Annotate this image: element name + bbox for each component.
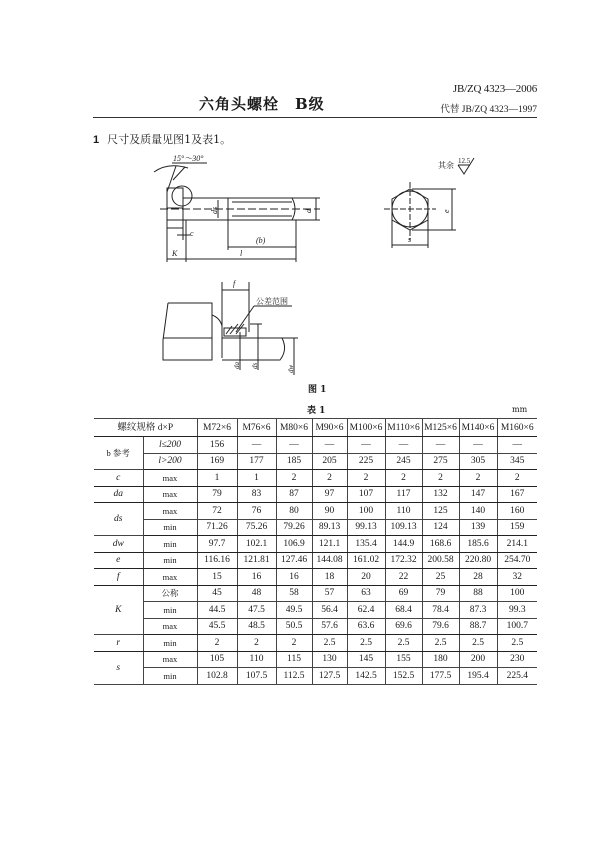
table-row <box>94 618 537 635</box>
cell: 161.02 <box>347 552 385 569</box>
roughness-label: 其余 <box>438 161 454 170</box>
table-row <box>94 651 537 668</box>
cell: 100 <box>347 503 385 520</box>
table-row <box>94 569 537 586</box>
cell: 90 <box>312 503 347 520</box>
cell: 79 <box>422 585 459 602</box>
row-sub: max <box>143 569 197 586</box>
table-row <box>94 470 537 487</box>
cell: 2 <box>385 470 422 487</box>
cell: 89.13 <box>312 519 347 536</box>
cell: 45 <box>197 585 237 602</box>
dimensions-table <box>94 418 537 685</box>
svg-text:e: e <box>442 209 451 213</box>
cell: 2 <box>422 470 459 487</box>
header-label: 螺纹规格 d×P <box>94 419 197 437</box>
row-symbol: f <box>94 569 143 586</box>
cell: — <box>237 437 276 454</box>
column-header: M80×6 <box>276 419 312 437</box>
row-symbol: K <box>94 585 143 635</box>
row-symbol: e <box>94 552 143 569</box>
cell: 214.1 <box>497 536 537 553</box>
cell: 45.5 <box>197 618 237 635</box>
cell: 2 <box>276 470 312 487</box>
cell: 105 <box>197 651 237 668</box>
figure-caption: 图 1 <box>308 385 327 395</box>
underhead-detail-drawing <box>140 270 340 380</box>
column-header: M76×6 <box>237 419 276 437</box>
cell: 75.26 <box>237 519 276 536</box>
cell: 135.4 <box>347 536 385 553</box>
cell: 87.3 <box>459 602 497 619</box>
row-symbol: ds <box>94 503 143 536</box>
clause-1 <box>93 131 231 147</box>
cell: 195.4 <box>459 668 497 685</box>
cell: 99.3 <box>497 602 537 619</box>
cell: 2.5 <box>385 635 422 652</box>
table-row <box>94 437 537 454</box>
cell: 63 <box>347 585 385 602</box>
cell: 2 <box>237 635 276 652</box>
cell: 2 <box>459 470 497 487</box>
cell: 20 <box>347 569 385 586</box>
cell: 79.6 <box>422 618 459 635</box>
cell: 345 <box>497 453 537 470</box>
cell: 2.5 <box>497 635 537 652</box>
cell: 169 <box>197 453 237 470</box>
cell: 25 <box>422 569 459 586</box>
cell: 172.32 <box>385 552 422 569</box>
column-header: M90×6 <box>312 419 347 437</box>
cell: 130 <box>312 651 347 668</box>
row-sub: l>200 <box>143 453 197 470</box>
svg-text:s: s <box>408 235 412 244</box>
cell: 78.4 <box>422 602 459 619</box>
row-sub: max <box>143 618 197 635</box>
cell: 48 <box>237 585 276 602</box>
table-header-row <box>94 419 537 437</box>
cell: 57.6 <box>312 618 347 635</box>
cell: 155 <box>385 651 422 668</box>
cell: 305 <box>459 453 497 470</box>
table-row <box>94 519 537 536</box>
cell: 2.5 <box>459 635 497 652</box>
cell: 44.5 <box>197 602 237 619</box>
cell: 2 <box>197 635 237 652</box>
row-sub: 公称 <box>143 585 197 602</box>
header-rule <box>93 117 537 118</box>
cell: 2.5 <box>312 635 347 652</box>
cell: 83 <box>237 486 276 503</box>
angle-label: 15°～30° <box>173 154 204 163</box>
cell: 22 <box>385 569 422 586</box>
table-caption: 表 1 <box>307 406 326 416</box>
cell: — <box>422 437 459 454</box>
cell: 140 <box>459 503 497 520</box>
cell: 110 <box>385 503 422 520</box>
cell: 144.9 <box>385 536 422 553</box>
row-sub: min <box>143 519 197 536</box>
table-row <box>94 453 537 470</box>
table-row <box>94 536 537 553</box>
cell: 117 <box>385 486 422 503</box>
cell: 275 <box>422 453 459 470</box>
cell: 49.5 <box>276 602 312 619</box>
svg-text:dw: dw <box>287 364 295 373</box>
cell: — <box>276 437 312 454</box>
cell: 145 <box>347 651 385 668</box>
cell: 1 <box>197 470 237 487</box>
cell: 110 <box>237 651 276 668</box>
cell: 76 <box>237 503 276 520</box>
cell: 97 <box>312 486 347 503</box>
replaces-standard: 代替 JB/ZQ 4323—1997 <box>440 105 537 115</box>
cell: 100 <box>497 585 537 602</box>
cell: 63.6 <box>347 618 385 635</box>
cell: 2 <box>312 470 347 487</box>
cell: 220.80 <box>459 552 497 569</box>
row-symbol: r <box>94 635 143 652</box>
cell: 200 <box>459 651 497 668</box>
cell: 200.58 <box>422 552 459 569</box>
cell: 180 <box>422 651 459 668</box>
cell: 16 <box>237 569 276 586</box>
row-sub: l≤200 <box>143 437 197 454</box>
cell: 185 <box>276 453 312 470</box>
column-header: M125×6 <box>422 419 459 437</box>
cell: 79 <box>197 486 237 503</box>
cell: 109.13 <box>385 519 422 536</box>
svg-text:da: da <box>233 362 241 369</box>
row-sub: min <box>143 668 197 685</box>
row-sub: max <box>143 651 197 668</box>
cell: 112.5 <box>276 668 312 685</box>
hex-end-view-drawing <box>370 150 500 260</box>
cell: 1 <box>237 470 276 487</box>
cell: — <box>347 437 385 454</box>
tolerance-zone-label: 公差范围 <box>256 297 288 306</box>
cell: 16 <box>276 569 312 586</box>
svg-text:12.5: 12.5 <box>458 157 471 165</box>
unit-label: mm <box>512 405 528 414</box>
standard-number: JB/ZQ 4323—2006 <box>452 83 537 95</box>
cell: 18 <box>312 569 347 586</box>
cell: 185.6 <box>459 536 497 553</box>
cell: 2 <box>497 470 537 487</box>
cell: 132 <box>422 486 459 503</box>
cell: 32 <box>497 569 537 586</box>
row-sub: min <box>143 536 197 553</box>
cell: 144.08 <box>312 552 347 569</box>
table-row <box>94 602 537 619</box>
cell: 152.5 <box>385 668 422 685</box>
table-row <box>94 503 537 520</box>
cell: 245 <box>385 453 422 470</box>
column-header: M110×6 <box>385 419 422 437</box>
cell: 47.5 <box>237 602 276 619</box>
page-title: 六角头螺栓 B级 <box>199 95 325 113</box>
cell: 102.8 <box>197 668 237 685</box>
row-symbol: da <box>94 486 143 503</box>
cell: — <box>497 437 537 454</box>
cell: 177 <box>237 453 276 470</box>
row-sub: max <box>143 470 197 487</box>
bolt-side-view-drawing <box>140 150 340 270</box>
cell: 156 <box>197 437 237 454</box>
table-row <box>94 486 537 503</box>
cell: 56.4 <box>312 602 347 619</box>
cell: 2 <box>276 635 312 652</box>
row-symbol: dw <box>94 536 143 553</box>
cell: 125 <box>422 503 459 520</box>
svg-text:K: K <box>172 249 178 258</box>
svg-text:ds: ds <box>251 362 259 369</box>
cell: 168.6 <box>422 536 459 553</box>
cell: 160 <box>497 503 537 520</box>
clause-number: 1 <box>93 134 100 146</box>
cell: 230 <box>497 651 537 668</box>
cell: 72 <box>197 503 237 520</box>
cell: 139 <box>459 519 497 536</box>
svg-text:l: l <box>240 249 243 258</box>
cell: 121.1 <box>312 536 347 553</box>
row-sub: min <box>143 602 197 619</box>
cell: — <box>312 437 347 454</box>
cell: 97.7 <box>197 536 237 553</box>
cell: 121.81 <box>237 552 276 569</box>
table-row <box>94 635 537 652</box>
cell: — <box>385 437 422 454</box>
svg-text:c: c <box>190 229 194 238</box>
column-header: M140×6 <box>459 419 497 437</box>
row-symbol: c <box>94 470 143 487</box>
table-row <box>94 668 537 685</box>
cell: 80 <box>276 503 312 520</box>
clause-text: 尺寸及质量见图1及表1。 <box>107 133 232 146</box>
svg-text:d: d <box>304 209 313 213</box>
svg-text:(b): (b) <box>256 236 266 245</box>
column-header: M72×6 <box>197 419 237 437</box>
cell: 142.5 <box>347 668 385 685</box>
cell: 115 <box>276 651 312 668</box>
column-header: M160×6 <box>497 419 537 437</box>
cell: 159 <box>497 519 537 536</box>
table-row <box>94 552 537 569</box>
cell: 225 <box>347 453 385 470</box>
row-symbol: b 参考 <box>94 437 143 470</box>
row-sub: max <box>143 486 197 503</box>
cell: 177.5 <box>422 668 459 685</box>
row-sub: max <box>143 503 197 520</box>
cell: 107 <box>347 486 385 503</box>
column-header: M100×6 <box>347 419 385 437</box>
cell: 99.13 <box>347 519 385 536</box>
cell: 100.7 <box>497 618 537 635</box>
cell: 62.4 <box>347 602 385 619</box>
svg-text:ds: ds <box>210 206 219 214</box>
cell: 88 <box>459 585 497 602</box>
cell: 167 <box>497 486 537 503</box>
cell: 127.5 <box>312 668 347 685</box>
cell: 15 <box>197 569 237 586</box>
cell: 116.16 <box>197 552 237 569</box>
cell: 79.26 <box>276 519 312 536</box>
cell: 254.70 <box>497 552 537 569</box>
row-sub: min <box>143 552 197 569</box>
cell: 58 <box>276 585 312 602</box>
cell: 88.7 <box>459 618 497 635</box>
cell: 124 <box>422 519 459 536</box>
cell: 2.5 <box>422 635 459 652</box>
cell: 205 <box>312 453 347 470</box>
row-symbol: s <box>94 651 143 684</box>
cell: 57 <box>312 585 347 602</box>
cell: 68.4 <box>385 602 422 619</box>
cell: 2.5 <box>347 635 385 652</box>
cell: 106.9 <box>276 536 312 553</box>
cell: 2 <box>347 470 385 487</box>
cell: 147 <box>459 486 497 503</box>
cell: 225.4 <box>497 668 537 685</box>
cell: 69.6 <box>385 618 422 635</box>
cell: 69 <box>385 585 422 602</box>
cell: 127.46 <box>276 552 312 569</box>
cell: 107.5 <box>237 668 276 685</box>
svg-text:f: f <box>233 279 236 288</box>
row-sub: min <box>143 635 197 652</box>
table-row <box>94 585 537 602</box>
cell: 50.5 <box>276 618 312 635</box>
cell: 28 <box>459 569 497 586</box>
cell: 102.1 <box>237 536 276 553</box>
cell: 71.26 <box>197 519 237 536</box>
cell: 48.5 <box>237 618 276 635</box>
cell: — <box>459 437 497 454</box>
cell: 87 <box>276 486 312 503</box>
